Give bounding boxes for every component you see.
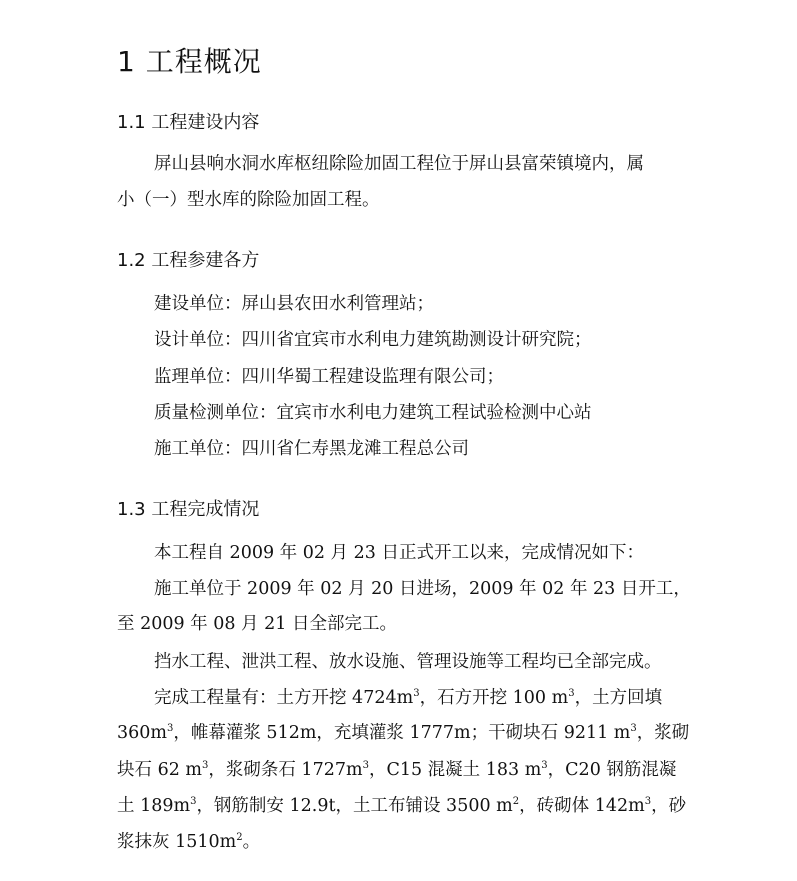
quantity-text: 完成工程量有：土方开挖 4724m <box>154 688 414 708</box>
quantity-text: 块石 62 m <box>117 760 202 780</box>
quantity-line <box>117 792 686 817</box>
superscript: 3 <box>190 796 197 808</box>
quantity-text: ，砂 <box>651 796 687 816</box>
paragraph-line: 本工程自 2009 年 02 月 23 日正式开工以来，完成情况如下： <box>154 543 644 563</box>
quantity-text: 土 189m <box>117 796 191 816</box>
participant-item: 监理单位：四川华蜀工程建设监理有限公司； <box>154 367 504 387</box>
section-title-1-3: 1.3 工程完成情况 <box>117 499 260 520</box>
paragraph-line: 小（一）型水库的除险加固工程。 <box>117 190 380 210</box>
superscript: 3 <box>362 760 369 772</box>
quantity-text: 。 <box>242 832 261 852</box>
quantity-text: ，帷幕灌浆 512m，充填灌浆 1777m；干砌块石 9211 m <box>173 723 631 743</box>
section-title-1-2: 1.2 工程参建各方 <box>117 250 260 271</box>
superscript: 3 <box>541 760 548 772</box>
superscript: 2 <box>236 832 243 844</box>
quantity-text: ，C15 混凝土 183 m <box>368 760 542 780</box>
paragraph-line: 屏山县响水洞水库枢纽除险加固工程位于屏山县富荣镇境内，属 <box>154 154 644 174</box>
superscript: 2 <box>512 796 520 808</box>
quantity-line <box>117 719 689 744</box>
quantity-text: ，砖砌体 142m <box>519 796 645 816</box>
quantity-text: ，石方开挖 100 m <box>419 688 569 708</box>
quantity-line <box>117 756 676 781</box>
participant-item: 建设单位：屏山县农田水利管理站； <box>154 294 434 314</box>
participant-item: 设计单位：四川省宜宾市水利电力建筑勘测设计研究院； <box>154 330 592 350</box>
superscript: 3 <box>644 796 652 808</box>
paragraph-line: 至 2009 年 08 月 21 日全部完工。 <box>117 614 397 634</box>
quantity-text: ，钢筋制安 12.9t，土工布铺设 3500 m <box>196 796 513 816</box>
participant-item: 施工单位：四川省仁寿黑龙滩工程总公司 <box>154 439 469 459</box>
quantity-text: ，浆砌条石 1727m <box>208 760 363 780</box>
quantity-line <box>154 684 662 709</box>
superscript: 3 <box>568 688 575 700</box>
quantity-text: 360m <box>117 723 167 743</box>
superscript: 3 <box>167 723 174 735</box>
quantity-text: ，C20 钢筋混凝 <box>547 760 677 780</box>
paragraph-line: 施工单位于 2009 年 02 月 20 日进场，2009 年 02 年 23 日开工， <box>154 579 691 599</box>
paragraph-line: 挡水工程、泄洪工程、放水设施、管理设施等工程均已全部完成。 <box>154 652 662 672</box>
superscript: 3 <box>630 723 637 735</box>
quantity-line <box>117 828 260 853</box>
section-title-1-1: 1.1 工程建设内容 <box>117 112 260 133</box>
superscript: 3 <box>202 760 209 772</box>
quantity-text: 浆抹灰 1510m <box>117 832 237 852</box>
quantity-text: ，土方回填 <box>574 688 663 708</box>
participant-item: 质量检测单位：宜宾市水利电力建筑工程试验检测中心站 <box>154 403 592 423</box>
quantity-text: ，浆砌 <box>636 723 690 743</box>
superscript: 3 <box>413 688 420 700</box>
section-title-1: 1 工程概况 <box>117 45 262 78</box>
